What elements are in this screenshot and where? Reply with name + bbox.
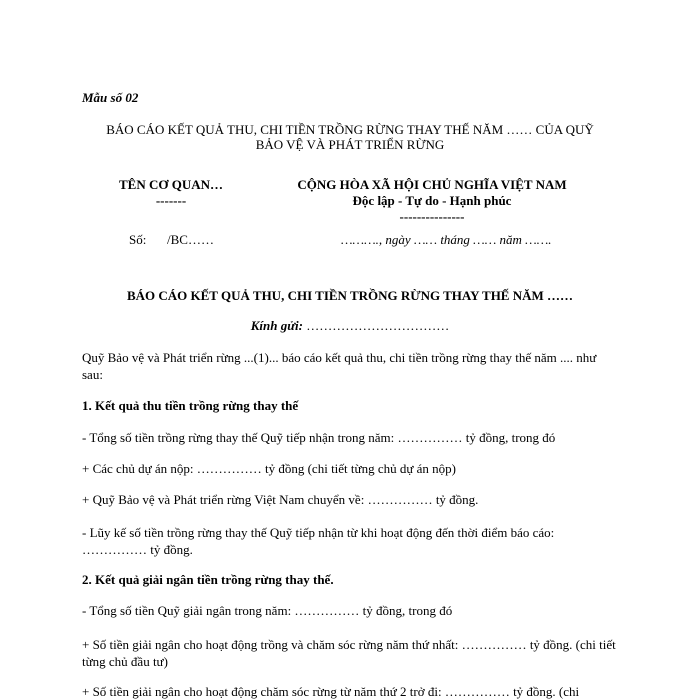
number-value: /BC……: [167, 232, 214, 247]
recipient-line: [82, 318, 618, 334]
document-title-line-1: BÁO CÁO KẾT QUẢ THU, CHI TIỀN TRỒNG RỪNG THAY THẾ NĂM …… CỦA QUỸ: [106, 122, 594, 137]
intro-paragraph: Quỹ Bảo vệ và Phát triển rừng ...(1)... báo cáo kết quả thu, chi tiền trồng rừng thay thế năm .... như sau:: [82, 350, 597, 382]
section-2-item: - Tổng số tiền Quỹ giải ngân trong năm: …………… tỷ đồng, trong đó: [82, 603, 453, 618]
number-label: Số:: [129, 232, 147, 247]
agency-rule: -------: [155, 193, 187, 208]
nation-name: CỘNG HÒA XÃ HỘI CHỦ NGHĨA VIỆT NAM: [297, 177, 567, 192]
report-title: BÁO CÁO KẾT QUẢ THU, CHI TIỀN TRỒNG RỪNG THAY THẾ NĂM ……: [126, 288, 574, 303]
section-2-heading: 2. Kết quả giải ngân tiền trồng rừng thay thế.: [82, 572, 334, 587]
section-1-item: + Các chủ dự án nộp: …………… tỷ đồng (chi tiết từng chủ dự án nộp): [82, 461, 456, 476]
recipient-label: Kính gửi:: [250, 318, 303, 333]
section-1-item: - Lũy kế số tiền trồng rừng thay thế Quỹ tiếp nhận từ khi hoạt động đến thời điểm báo cáo: …………… tỷ đồng.: [82, 525, 555, 557]
motto-rule: ---------------: [399, 209, 465, 224]
document-title-line-2: BẢO VỆ VÀ PHÁT TRIỂN RỪNG: [255, 137, 445, 152]
recipient-value: ……………………………: [302, 318, 450, 333]
section-1-item: + Quỹ Bảo vệ và Phát triển rừng Việt Nam chuyển về: …………… tỷ đồng.: [82, 492, 479, 507]
national-motto: Độc lập - Tự do - Hạnh phúc: [352, 193, 512, 208]
section-1-heading: 1. Kết quả thu tiền trồng rừng thay thế: [82, 398, 299, 413]
section-2-item: + Số tiền giải ngân cho hoạt động trồng và chăm sóc rừng năm thứ nhất: …………… tỷ đồng. (chi tiết từng chủ đầu tư): [82, 637, 616, 669]
date-line: ………., ngày …… tháng …… năm …….: [341, 232, 552, 247]
form-number: Mẫu số 02: [82, 90, 139, 105]
agency-name: TÊN CƠ QUAN…: [118, 177, 223, 192]
section-2-item: + Số tiền giải ngân cho hoạt động chăm sóc rừng từ năm thứ 2 trở đi: …………… tỷ đồng. (chi: [82, 684, 580, 699]
section-1-item: - Tổng số tiền trồng rừng thay thế Quỹ tiếp nhận trong năm: …………… tỷ đồng, trong đó: [82, 430, 556, 445]
